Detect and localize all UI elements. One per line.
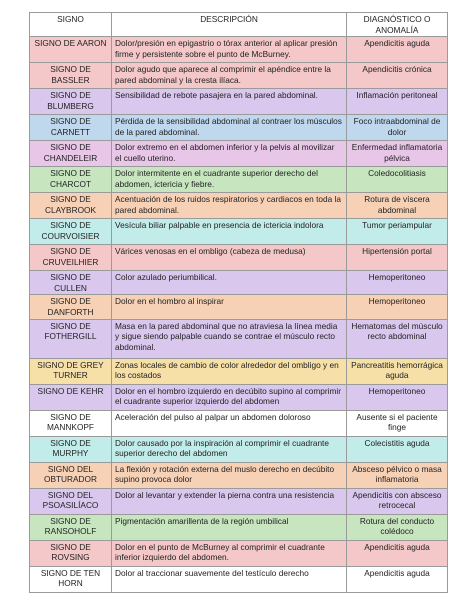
sign-cell: SIGNO DE CLAYBROOK: [30, 193, 112, 219]
description-cell: Masa en la pared abdominal que no atraviesa la línea media y sigue siendo palpable cuando se contrae el músculo recto abdominal.: [112, 319, 347, 358]
sign-cell: SIGNO DE KEHR: [30, 384, 112, 410]
diagnosis-cell: Rotura de víscera abdominal: [347, 193, 448, 219]
diagnosis-cell: Hemoperitoneo: [347, 295, 448, 319]
diagnosis-cell: Enfermedad inflamatoria pélvica: [347, 141, 448, 167]
table-row: [30, 63, 448, 89]
table-body: [30, 37, 448, 592]
description-cell: La flexión y rotación externa del muslo derecho en decúbito supino provoca dolor: [112, 462, 347, 488]
diagnosis-cell: Apendicitis aguda: [347, 37, 448, 63]
table-row: [30, 115, 448, 141]
header-row: [30, 13, 448, 37]
description-cell: Color azulado periumbilical.: [112, 271, 347, 295]
diagnosis-cell: Hipertensión portal: [347, 245, 448, 271]
diagnosis-cell: Apendicitis con absceso retrocecal: [347, 488, 448, 514]
sign-cell: SIGNO DE CARNETT: [30, 115, 112, 141]
diagnosis-cell: Colecistitis aguda: [347, 436, 448, 462]
table-row: [30, 436, 448, 462]
table-row: [30, 37, 448, 63]
diagnosis-cell: Absceso pélvico o masa inflamatoria: [347, 462, 448, 488]
diagnosis-cell: Foco intraabdominal de dolor: [347, 115, 448, 141]
description-cell: Dolor agudo que aparece al comprimir el apéndice entre la pared abdominal y la cresta ilíaca.: [112, 63, 347, 89]
description-cell: Dolor extremo en el abdomen inferior y la pelvis al movilizar el cuello uterino.: [112, 141, 347, 167]
table-row: [30, 141, 448, 167]
signs-table: [29, 12, 448, 593]
description-cell: Dolor al levantar y extender la pierna contra una resistencia: [112, 488, 347, 514]
description-cell: Sensibilidad de rebote pasajera en la pared abdominal.: [112, 89, 347, 115]
diagnosis-cell: Apendicitis aguda: [347, 566, 448, 592]
description-cell: Dolor/presión en epigastrio o tórax anterior al aplicar presión firme y persistente sobre el punto de McBurney.: [112, 37, 347, 63]
diagnosis-cell: Pancreatitis hemorrágica aguda: [347, 358, 448, 384]
diagnosis-cell: Apendicitis crónica: [347, 63, 448, 89]
sign-cell: SIGNO DEL OBTURADOR: [30, 462, 112, 488]
sign-cell: SIGNO DE BLUMBERG: [30, 89, 112, 115]
sign-cell: SIGNO DE BASSLER: [30, 63, 112, 89]
sign-cell: SIGNO DE DANFORTH: [30, 295, 112, 319]
description-cell: Dolor en el punto de McBurney al comprimir el cuadrante inferior izquierdo del abdomen.: [112, 540, 347, 566]
sign-cell: SIGNO DE RANSOHOLF: [30, 514, 112, 540]
table-row: [30, 271, 448, 295]
description-cell: Zonas locales de cambio de color alrededor del ombligo y en los costados: [112, 358, 347, 384]
header-sign: SIGNO: [30, 13, 112, 37]
description-cell: Dolor en el hombro izquierdo en decúbito supino al comprimir el cuadrante superior izquierdo del abdomen: [112, 384, 347, 410]
sign-cell: SIGNO DE ROVSING: [30, 540, 112, 566]
description-cell: Vesícula biliar palpable en presencia de ictericia indolora: [112, 219, 347, 245]
table-row: [30, 89, 448, 115]
table-row: [30, 514, 448, 540]
table-row: [30, 193, 448, 219]
table-row: [30, 488, 448, 514]
table-row: [30, 540, 448, 566]
table-row: [30, 462, 448, 488]
header-description: DESCRIPCIÓN: [112, 13, 347, 37]
table-row: [30, 566, 448, 592]
table-row: [30, 167, 448, 193]
description-cell: Pigmentación amarillenta de la región umbilical: [112, 514, 347, 540]
diagnosis-cell: Hemoperitoneo: [347, 271, 448, 295]
description-cell: Dolor al traccionar suavemente del testículo derecho: [112, 566, 347, 592]
table-row: [30, 219, 448, 245]
diagnosis-cell: Tumor periampular: [347, 219, 448, 245]
diagnosis-cell: Hematomas del músculo recto abdominal: [347, 319, 448, 358]
sign-cell: SIGNO DE CRUVEILHIER: [30, 245, 112, 271]
sign-cell: SIGNO DE COURVOISIER: [30, 219, 112, 245]
diagnosis-cell: Rotura del conducto colédoco: [347, 514, 448, 540]
sign-cell: SIGNO DE CHARCOT: [30, 167, 112, 193]
sign-cell: SIGNO DE CHANDELEIR: [30, 141, 112, 167]
sign-cell: SIGNO DE MURPHY: [30, 436, 112, 462]
description-cell: Várices venosas en el ombligo (cabeza de medusa): [112, 245, 347, 271]
description-cell: Acentuación de los ruidos respiratorios y cardiacos en toda la pared abdominal.: [112, 193, 347, 219]
table-row: [30, 295, 448, 319]
diagnosis-cell: Hemoperitoneo: [347, 384, 448, 410]
diagnosis-cell: Apendicitis aguda: [347, 540, 448, 566]
sign-cell: SIGNO DE TEN HORN: [30, 566, 112, 592]
table-row: [30, 245, 448, 271]
description-cell: Dolor en el hombro al inspirar: [112, 295, 347, 319]
table-row: [30, 319, 448, 358]
table-row: [30, 384, 448, 410]
sign-cell: SIGNO DEL PSOASILÍACO: [30, 488, 112, 514]
sign-cell: SIGNO DE AARON: [30, 37, 112, 63]
description-cell: Pérdida de la sensibilidad abdominal al contraer los músculos de la pared abdominal.: [112, 115, 347, 141]
sign-cell: SIGNO DE GREY TURNER: [30, 358, 112, 384]
diagnosis-cell: Coledocolitiasis: [347, 167, 448, 193]
diagnosis-cell: Inflamación peritoneal: [347, 89, 448, 115]
header-diagnosis: DIAGNÓSTICO O ANOMALÍA: [347, 13, 448, 37]
sign-cell: SIGNO DE CULLEN: [30, 271, 112, 295]
description-cell: Dolor causado por la inspiración al comprimir el cuadrante superior derecho del abdomen: [112, 436, 347, 462]
sign-cell: SIGNO DE FOTHERGILL: [30, 319, 112, 358]
description-cell: Aceleración del pulso al palpar un abdomen doloroso: [112, 410, 347, 436]
description-cell: Dolor intermitente en el cuadrante superior derecho del abdomen, ictericia y fiebre.: [112, 167, 347, 193]
table-row: [30, 410, 448, 436]
sign-cell: SIGNO DE MANNKOPF: [30, 410, 112, 436]
diagnosis-cell: Ausente si el paciente finge: [347, 410, 448, 436]
table-row: [30, 358, 448, 384]
